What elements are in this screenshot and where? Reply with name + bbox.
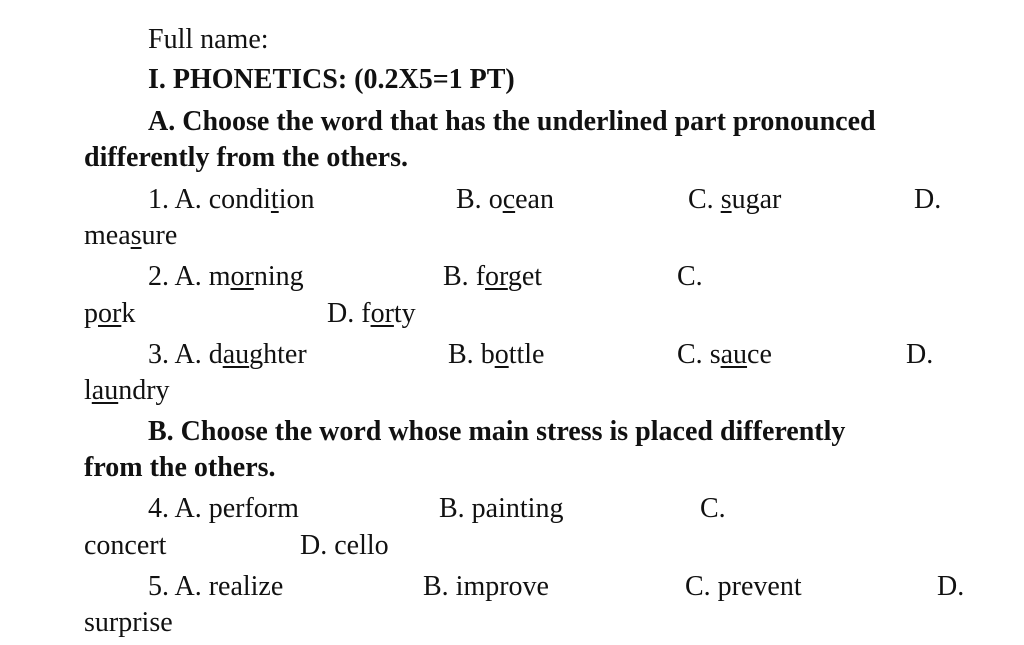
q4-option-c-letter: C.	[700, 493, 726, 524]
q1-option-a: 1. A. condition	[148, 184, 315, 215]
q3-option-b: B. bottle	[448, 339, 545, 370]
full-name-label: Full name:	[148, 24, 269, 55]
underlined-part: or	[98, 298, 122, 329]
q3-option-d-letter: D.	[906, 339, 934, 370]
q5-option-b: B. improve	[423, 571, 549, 602]
q5-number: 5.	[148, 571, 169, 602]
underlined-part: c	[502, 184, 516, 215]
q4-number: 4.	[148, 493, 169, 524]
underlined-part: au	[91, 375, 119, 406]
underlined-part: or	[485, 261, 508, 292]
q2-option-c-letter: C.	[677, 261, 703, 292]
q1-number: 1.	[148, 184, 169, 215]
q4-option-b: B. painting	[439, 493, 564, 524]
q1-option-b: B. ocean	[456, 184, 554, 215]
q2-option-b: B. forget	[443, 261, 543, 292]
q5-option-d: surprise	[84, 607, 173, 638]
q5-option-d-letter: D.	[937, 571, 965, 602]
part-b-instruction-cont: from the others.	[84, 452, 276, 483]
q2-option-a: 2. A. morning	[148, 261, 304, 292]
q1-option-d-letter: D.	[914, 184, 942, 215]
q3-option-a: 3. A. daughter	[148, 339, 307, 370]
q4-option-d: D. cello	[300, 530, 389, 561]
q5-option-c: C. prevent	[685, 571, 802, 602]
underlined-part: or	[370, 298, 394, 329]
q3-option-d: laundry	[84, 375, 170, 406]
part-a-instruction-cont: differently from the others.	[84, 142, 408, 173]
q1-option-c: C. sugar	[688, 184, 782, 215]
q5-option-a: 5. A. realize	[148, 571, 284, 602]
q3-number: 3.	[148, 339, 169, 370]
q2-option-c: pork	[84, 298, 136, 329]
underlined-part: s	[720, 184, 732, 215]
underlined-part: s	[130, 220, 142, 251]
q4-option-c: concert	[84, 530, 167, 561]
q4-option-a: 4. A. perform	[148, 493, 299, 524]
underlined-part: au	[720, 339, 748, 370]
q2-number: 2.	[148, 261, 169, 292]
q3-option-c: C. sauce	[677, 339, 772, 370]
section-title: I. PHONETICS: (0.2X5=1 PT)	[148, 64, 515, 95]
part-b-instruction: B. Choose the word whose main stress is placed differently	[148, 416, 846, 447]
q1-option-d: measure	[84, 220, 178, 251]
underlined-part: t	[270, 184, 279, 215]
underlined-part: or	[230, 261, 254, 292]
underlined-part: o	[494, 339, 509, 370]
underlined-part: au	[222, 339, 250, 370]
q2-option-d: D. forty	[327, 298, 416, 329]
part-a-instruction: A. Choose the word that has the underlined part pronounced	[148, 106, 876, 137]
